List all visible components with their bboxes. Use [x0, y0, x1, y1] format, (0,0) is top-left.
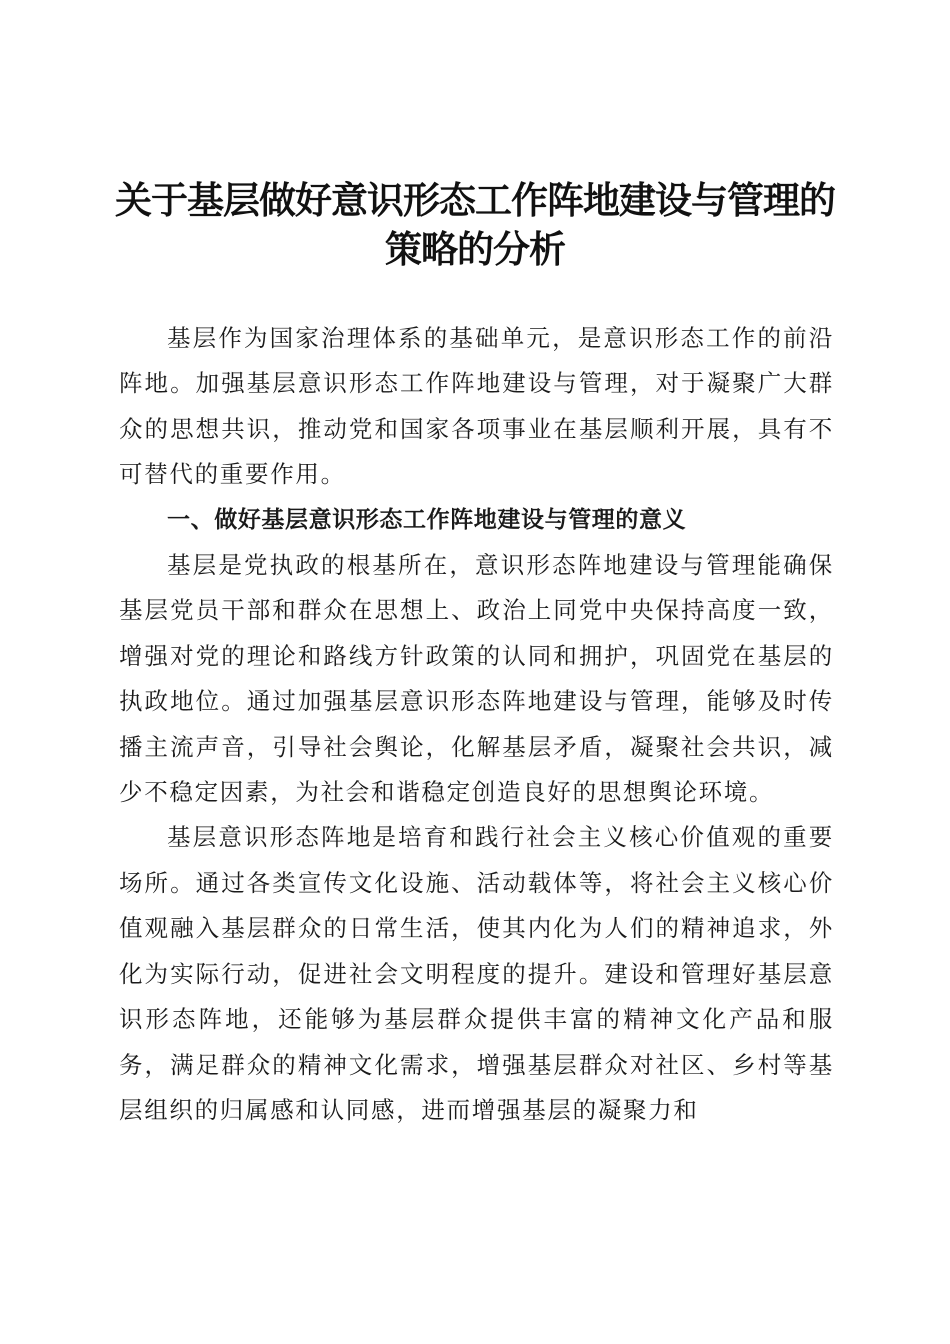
paragraph-significance-1: 基层是党执政的根基所在，意识形态阵地建设与管理能确保基层党员干部和群众在思想上、政治上同党中央保持高度一致，增强对党的理论和路线方针政策的认同和拥护，巩固党在基层的执政地位。通过加强基层意识形态阵地建设与管理，能够及时传播主流声音，引导社会舆论，化解基层矛盾，凝聚社会共识，减少不稳定因素，为社会和谐稳定创造良好的思想舆论环境。 [119, 551, 834, 807]
document-body [119, 316, 834, 1133]
section-heading-1: 一、做好基层意识形态工作阵地建设与管理的意义 [167, 506, 687, 533]
document-title: 关于基层做好意识形态工作阵地建设与管理的策略的分析 [115, 178, 835, 271]
paragraph-significance-2: 基层意识形态阵地是培育和践行社会主义核心价值观的重要场所。通过各类宣传文化设施、活动载体等，将社会主义核心价值观融入基层群众的日常生活，使其内化为人们的精神追求，外化为实际行动，促进社会文明程度的提升。建设和管理好基层意识形态阵地，还能够为基层群众提供丰富的精神文化产品和服务，满足群众的精神文化需求，增强基层群众对社区、乡村等基层组织的归属感和认同感，进而增强基层的凝聚力和 [119, 823, 834, 1124]
paragraph-intro: 基层作为国家治理体系的基础单元，是意识形态工作的前沿阵地。加强基层意识形态工作阵地建设与管理，对于凝聚广大群众的思想共识，推动党和国家各项事业在基层顺利开展，具有不可替代的重要作用。 [119, 324, 834, 489]
